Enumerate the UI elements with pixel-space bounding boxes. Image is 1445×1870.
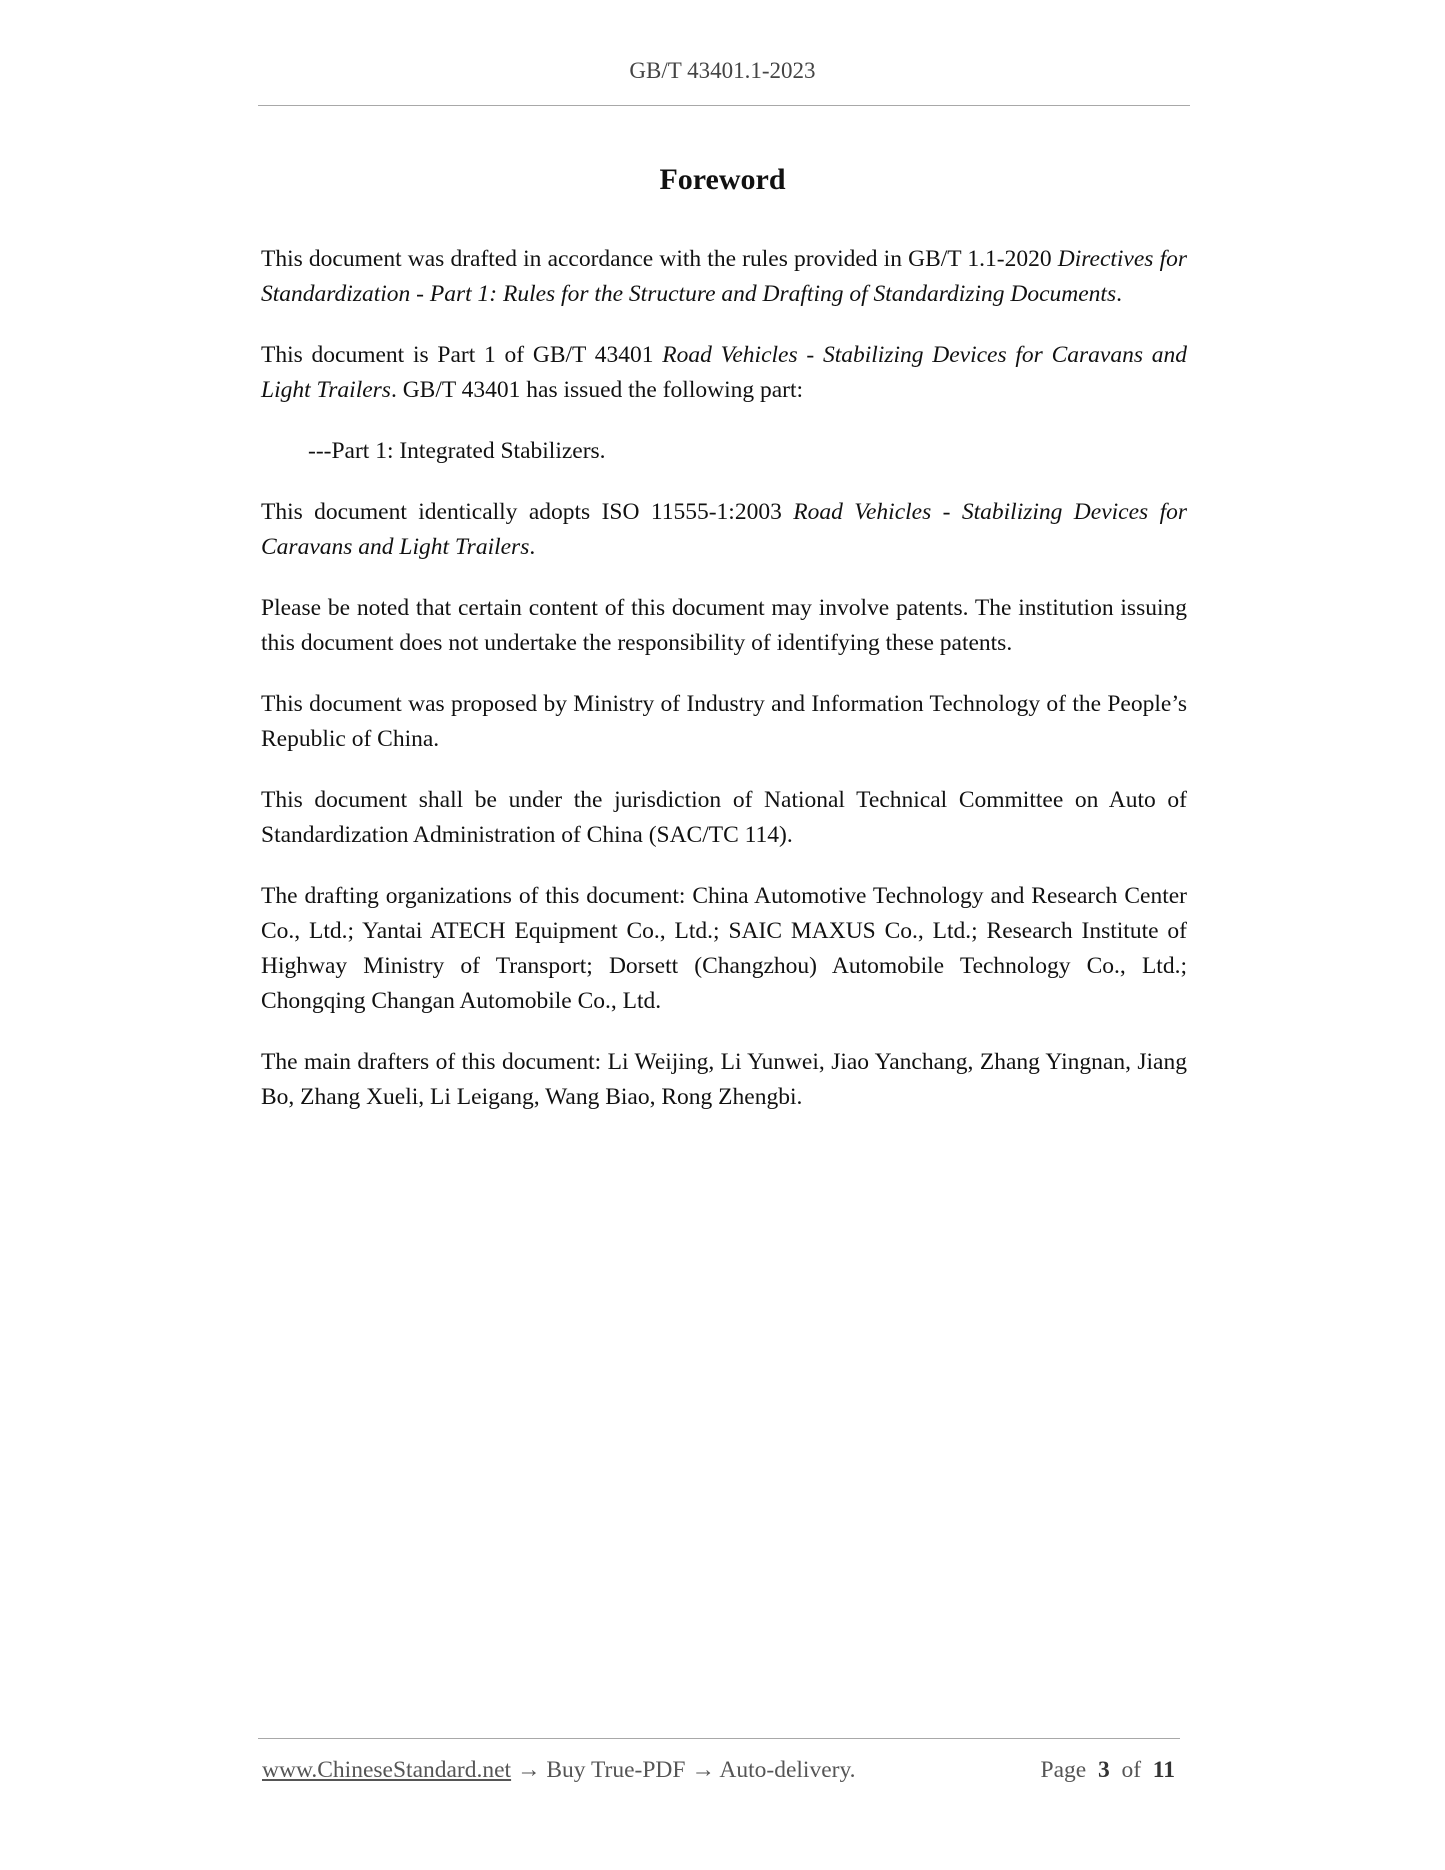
paragraph-main-drafters: The main drafters of this document: Li Weijing, Li Yunwei, Jiao Yanchang, Zhang Yingnan, Jiang Bo, Zhang Xueli, Li Leigang, Wang Biao, Rong Zhengbi. [261, 1049, 1187, 1110]
paragraph-drafting-rules: This document was drafted in accordance with the rules provided in GB/T 1.1-2020 Directives for Standardization - Part 1: Rules for the Structure and Drafting of Standardizing Documents. [261, 246, 1188, 307]
paragraph-adoption: This document identically adopts ISO 11555-1:2003 Road Vehicles - Stabilizing Devices for Caravans and Light Trailers. [261, 499, 1187, 560]
paragraph-proposed-by: This document was proposed by Ministry of Industry and Information Technology of the People’s Republic of China. [261, 691, 1187, 752]
total-pages: 11 [1152, 1757, 1175, 1783]
paragraph-part-series: This document is Part 1 of GB/T 43401 Road Vehicles - Stabilizing Devices for Caravans and Light Trailers. GB/T 43401 has issued the following part: [261, 342, 1187, 403]
page-title: Foreword [659, 163, 786, 196]
current-page: 3 [1097, 1757, 1110, 1783]
paragraph-patents: Please be noted that certain content of this document may involve patents. The institution issuing this document does not undertake the responsibility of identifying these patents. [261, 595, 1187, 656]
series-title: Road Vehicles - Stabilizing Devices for Caravans and Light Trailers [261, 342, 1187, 403]
list-item-part-1: ---Part 1: Integrated Stabilizers. [308, 438, 606, 464]
document-body [261, 242, 1187, 1141]
running-header: GB/T 43401.1-2023 [629, 58, 816, 83]
website-link[interactable]: www.ChineseStandard.net [262, 1757, 512, 1783]
footer-divider [258, 1738, 1180, 1739]
paragraph-drafting-organizations: The drafting organizations of this document: China Automotive Technology and Research Center Co., Ltd.; Yantai ATECH Equipment Co., Ltd.; SAIC MAXUS Co., Ltd.; Research Institute of Highway Ministry of Transport; Dorsett (Changzhou) Automobile Technology Co., Ltd.; Chongqing Changan Automobile Co., Ltd. [261, 883, 1187, 1014]
footer-promo: www.ChineseStandard.net → Buy True-PDF → Auto-delivery. [262, 1757, 856, 1783]
page-number: Page 3 of 11 [1040, 1757, 1175, 1783]
iso-title: Road Vehicles - Stabilizing Devices for Caravans and Light Trailers [261, 499, 1187, 560]
paragraph-jurisdiction: This document shall be under the jurisdiction of National Technical Committee on Auto of Standardization Administration of China (SAC/TC 114). [261, 787, 1187, 848]
header-divider [258, 105, 1190, 106]
cited-document-title: Directives for Standardization - Part 1: Rules for the Structure and Drafting of Standardizing Documents [261, 246, 1188, 307]
